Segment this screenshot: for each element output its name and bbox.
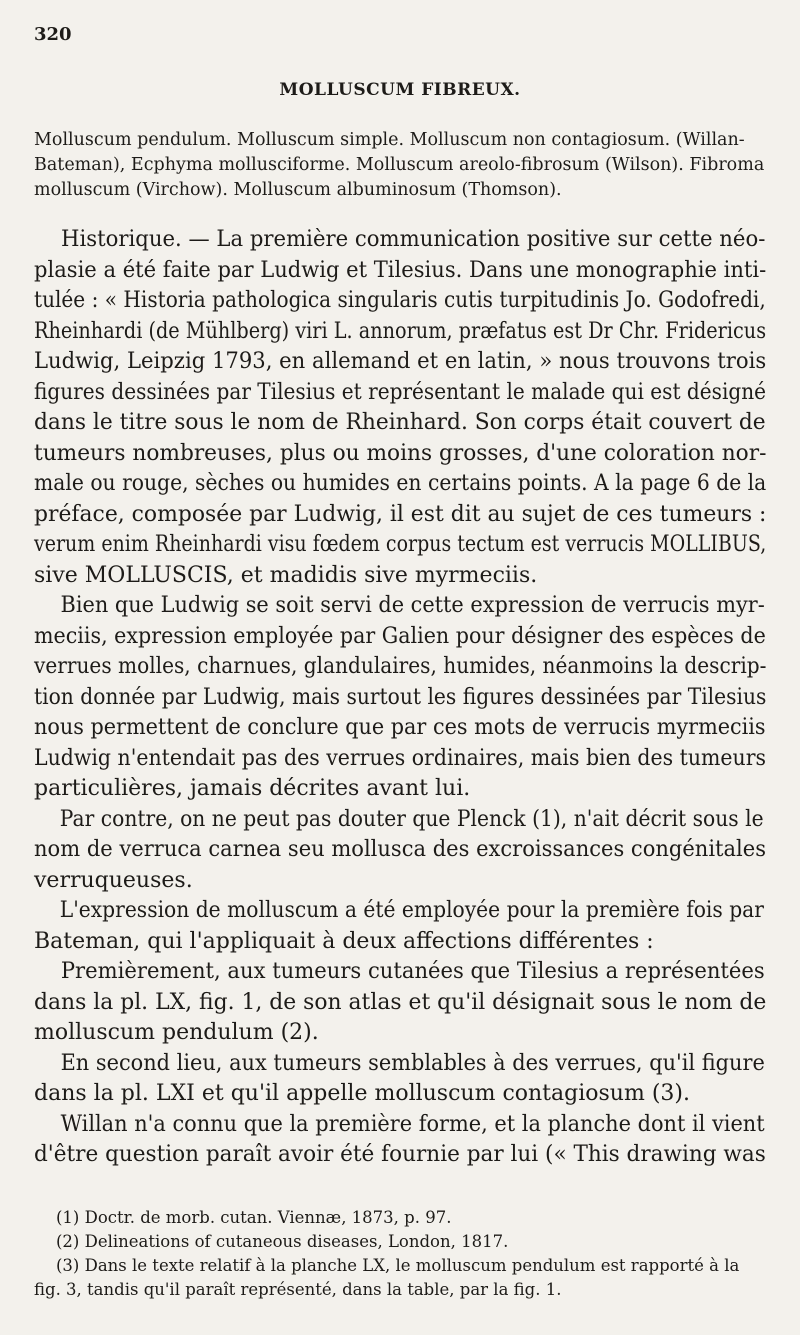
body-line: nom de verruca carnea seu mollusca des excroissances congénitales bbox=[34, 837, 767, 862]
body-line: molluscum pendulum (2). bbox=[34, 1020, 319, 1045]
body-line: dans la pl. LX, fig. 1, de son atlas et qu'il désignait sous le nom de bbox=[34, 989, 767, 1015]
body-line: dans la pl. LXI et qu'il appelle molluscum contagiosum (3). bbox=[34, 1081, 690, 1106]
body-line: dans le titre sous le nom de Rheinhard. Son corps était couvert de bbox=[34, 410, 766, 435]
body-line: Willan n'a connu que la première forme, et la planche dont il vient bbox=[60, 1111, 765, 1137]
body-line: Par contre, on ne peut pas douter que Plenck (1), n'ait décrit sous le bbox=[59, 806, 764, 832]
footnote-line: fig. 3, tandis qu'il paraît représenté, dans la table, par la fig. 1. bbox=[34, 1280, 562, 1299]
body-line: Bateman, qui l'appliquait à deux affections différentes : bbox=[34, 928, 654, 954]
footnote-line: (2) Delineations of cutaneous diseases, London, 1817. bbox=[56, 1232, 509, 1251]
body-line: meciis, expression employée par Galien pour désigner des espèces de bbox=[34, 623, 766, 649]
body-line: nous permettent de conclure que par ces mots de verrucis myrmeciis bbox=[34, 715, 766, 740]
body-line: d'être question paraît avoir été fournie par lui (« This drawing was bbox=[34, 1142, 766, 1167]
footnote-line: (3) Dans le texte relatif à la planche LX, le molluscum pendulum est rapporté à la bbox=[56, 1256, 740, 1275]
body-line: tumeurs nombreuses, plus ou moins grosses, d'une coloration nor- bbox=[34, 440, 767, 466]
body-line: sive MOLLUSCIS, et madidis sive myrmeciis. bbox=[34, 562, 538, 588]
body-text bbox=[34, 225, 766, 1171]
body-line: Ludwig n'entendait pas des verrues ordinaires, mais bien des tumeurs bbox=[34, 745, 766, 771]
body-line: figures dessinées par Tilesius et représentant le malade qui est désigné bbox=[34, 379, 767, 405]
body-line: tion donnée par Ludwig, mais surtout les figures dessinées par Tilesius bbox=[34, 684, 767, 710]
body-line: Bien que Ludwig se soit servi de cette expression de verrucis myr- bbox=[60, 593, 765, 618]
body-line: verum enim Rheinhardi visu fœdem corpus tectum est verrucis MOLLIBUS, bbox=[34, 532, 767, 557]
footnote-line: (1) Doctr. de morb. cutan. Viennæ, 1873, p. 97. bbox=[56, 1208, 452, 1227]
body-line: tulée : « Historia pathologica singularis cutis turpitudinis Jo. Godofredi, bbox=[34, 288, 766, 313]
body-line: Ludwig, Leipzig 1793, en allemand et en latin, » nous trouvons trois bbox=[34, 349, 767, 374]
synonyms-block bbox=[34, 128, 766, 203]
body-line: L'expression de molluscum a été employée pour la première fois par bbox=[59, 898, 764, 923]
body-line: préface, composée par Ludwig, il est dit au sujet de ces tumeurs : bbox=[34, 501, 767, 527]
body-line: Rheinhardi (de Mühlberg) viri L. annorum, præfatus est Dr Chr. Fridericus bbox=[34, 318, 767, 344]
page-number: 320 bbox=[34, 24, 72, 45]
body-line: male ou rouge, sèches ou humides en certains points. A la page 6 de la bbox=[34, 471, 767, 496]
body-line: particulières, jamais décrites avant lui. bbox=[34, 776, 471, 801]
body-line: Historique. — La première communication positive sur cette néo- bbox=[60, 227, 766, 252]
synonyms-line: molluscum (Virchow). Molluscum albuminosum (Thomson). bbox=[34, 180, 562, 200]
section-heading: MOLLUSCUM FIBREUX. bbox=[279, 80, 521, 100]
synonyms-line: Molluscum pendulum. Molluscum simple. Molluscum non contagiosum. (Willan- bbox=[34, 130, 745, 150]
footnotes bbox=[34, 1206, 766, 1302]
body-line: verruqueuses. bbox=[34, 867, 193, 893]
body-line: En second lieu, aux tumeurs semblables à des verrues, qu'il figure bbox=[60, 1050, 765, 1076]
body-line: plasie a été faite par Ludwig et Tilesius. Dans une monographie inti- bbox=[34, 257, 767, 283]
body-line: Premièrement, aux tumeurs cutanées que Tilesius a représentées bbox=[60, 959, 765, 984]
body-line: verrues molles, charnues, glandulaires, humides, néanmoins la descrip- bbox=[34, 654, 767, 679]
synonyms-line: Bateman), Ecphyma mollusciforme. Molluscum areolo-fibrosum (Wilson). Fibroma bbox=[34, 155, 765, 175]
